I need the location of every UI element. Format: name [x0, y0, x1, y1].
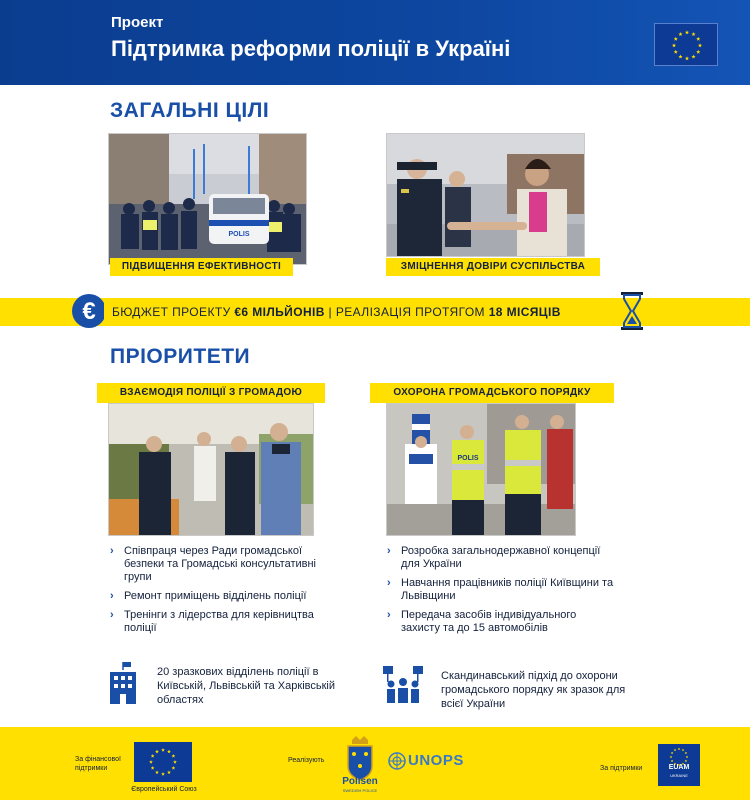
priority-label-public-order: ОХОРОНА ГРОМАДСЬКОГО ПОРЯДКУ	[370, 383, 614, 403]
chevron-right-icon: ›	[387, 609, 391, 621]
eu-star-icon	[685, 752, 688, 755]
hourglass-icon	[619, 291, 645, 331]
eu-star-icon	[685, 56, 689, 60]
eu-star-icon	[167, 750, 171, 754]
eu-star-icon	[685, 30, 689, 34]
eu-star-icon	[686, 756, 689, 759]
eu-star-icon	[691, 55, 695, 59]
budget-text: БЮДЖЕТ ПРОЕКТУ €6 МІЛЬЙОНІВ | РЕАЛІЗАЦІЯ ПРОТЯГОМ 18 МІСЯЦІВ	[112, 305, 561, 319]
car-text: POLIS	[228, 231, 250, 238]
eu-star-icon	[674, 37, 678, 41]
goals-heading: ЗАГАЛЬНІ ЦІЛІ	[110, 99, 270, 122]
euam-subtitle: UKRAINE	[670, 773, 688, 778]
funded-by-label: За фінансової підтримки	[75, 756, 121, 772]
chevron-right-icon: ›	[110, 590, 114, 602]
eu-star-icon	[171, 754, 175, 758]
eu-flag-icon	[654, 23, 718, 66]
eu-star-icon	[678, 55, 682, 59]
euam-logo-icon	[658, 744, 700, 786]
eu-star-icon	[671, 752, 674, 755]
chevron-right-icon: ›	[110, 545, 114, 557]
eu-star-icon	[678, 748, 681, 751]
unops-logo: UNOPS	[408, 752, 464, 769]
eu-star-icon	[678, 32, 682, 36]
photo-public-order-police	[386, 403, 576, 536]
eu-star-icon	[672, 43, 676, 47]
list-item: › Тренінги з лідерства для керівництва поліції	[110, 609, 314, 634]
page-title: Підтримка реформи поліції в Україні	[111, 36, 511, 61]
community-bullet-list	[110, 545, 320, 641]
police-building-icon	[106, 660, 140, 706]
photo-handshake	[386, 133, 585, 257]
community-note: 20 зразкових відділень поліції в Київській, Львівській та Харківській областях	[157, 666, 335, 706]
eu-star-icon	[155, 770, 159, 774]
eu-star-icon	[671, 760, 674, 763]
polisen-wordmark: Polisen	[342, 776, 378, 787]
list-item: › Передача засобів індивідуального захисту та до 15 автомобілів	[387, 609, 577, 634]
eu-caption: Європейський Союз	[131, 786, 197, 793]
list-item: › Ремонт приміщень відділень поліції	[110, 590, 307, 602]
header-banner	[0, 0, 750, 85]
eu-star-icon	[155, 750, 159, 754]
supported-by-label: За підтримки	[600, 765, 643, 772]
public-order-note: Скандинавський підхід до охорони громадського порядку як зразок для всієї України	[441, 670, 626, 710]
eu-star-icon	[674, 50, 678, 54]
eu-star-icon	[696, 50, 700, 54]
eu-star-icon	[161, 772, 165, 776]
list-item: › Розробка загальнодержавної концепції для України	[387, 545, 601, 570]
priorities-heading: ПРІОРИТЕТИ	[110, 345, 251, 368]
chevron-right-icon: ›	[387, 545, 391, 557]
eu-star-icon	[171, 766, 175, 770]
un-emblem-icon	[388, 752, 406, 770]
eu-star-icon	[161, 748, 165, 752]
eu-star-icon	[682, 749, 685, 752]
budget-duration: 18 МІСЯЦІВ	[488, 305, 561, 319]
photo-police-parade	[108, 133, 307, 265]
goal-label-trust: ЗМІЦНЕННЯ ДОВІРИ СУСПІЛЬСТВА	[386, 258, 600, 276]
chevron-right-icon: ›	[110, 609, 114, 621]
list-item: › Співпраця через Ради громадської безпеки та Громадські консультативні групи	[110, 545, 317, 583]
people-with-signs-icon	[381, 664, 425, 704]
polisen-subtitle: SWEDISH POLICE	[342, 788, 378, 793]
priority-label-community: ВЗАЄМОДІЯ ПОЛІЦІЇ З ГРОМАДОЮ	[97, 383, 325, 403]
list-item: › Навчання працівників поліції Київщини та Львівщини	[387, 577, 614, 602]
eu-star-icon	[151, 766, 155, 770]
eu-star-icon	[685, 760, 688, 763]
eu-star-icon	[151, 754, 155, 758]
vest-text: POLIS	[457, 455, 479, 462]
public-order-bullet-list	[387, 545, 617, 641]
eu-star-icon	[698, 43, 702, 47]
svg-text:€: €	[82, 298, 96, 325]
eu-star-icon	[167, 770, 171, 774]
euam-text: EUAM	[668, 764, 690, 771]
eu-star-icon	[674, 749, 677, 752]
chevron-right-icon: ›	[387, 577, 391, 589]
budget-amount: €6 МІЛЬЙОНІВ	[234, 305, 325, 319]
eu-flag-footer-icon	[134, 742, 192, 782]
project-label: Проект	[111, 14, 164, 31]
eu-star-icon	[670, 756, 673, 759]
eu-star-icon	[691, 32, 695, 36]
photo-community-police	[108, 403, 314, 536]
eu-star-icon	[149, 760, 153, 764]
eu-star-icon	[173, 760, 177, 764]
euro-icon	[70, 292, 104, 330]
implemented-by-label: Реалізують	[288, 757, 325, 764]
goal-label-efficiency: ПІДВИЩЕННЯ ЕФЕКТИВНОСТІ	[110, 258, 293, 276]
eu-stars-icon	[655, 24, 719, 67]
eu-star-icon	[696, 37, 700, 41]
